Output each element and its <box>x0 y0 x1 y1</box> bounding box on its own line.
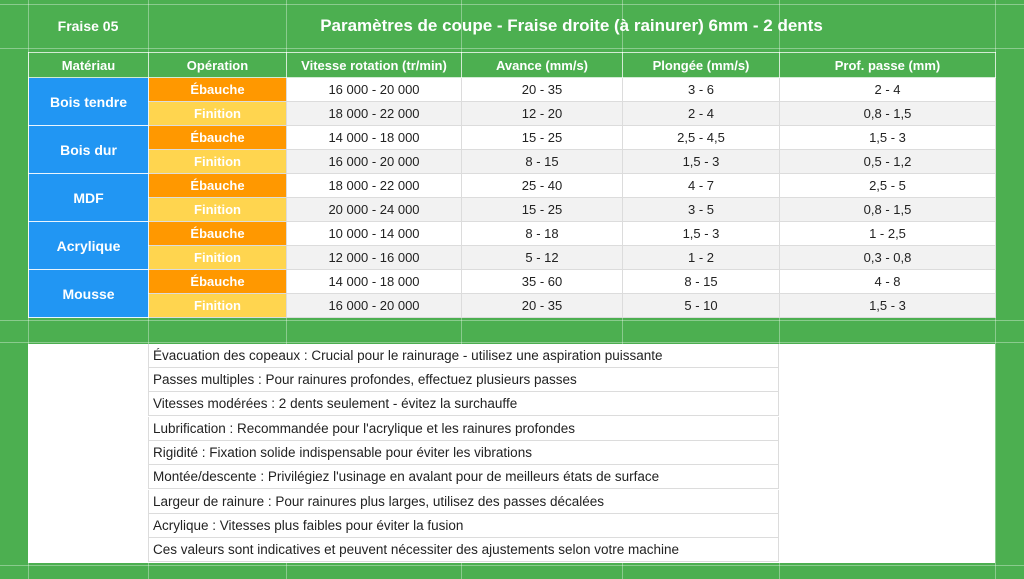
cutting-parameters-table <box>28 52 996 318</box>
material-cell[interactable]: Bois dur <box>29 126 149 174</box>
note-row[interactable]: Montée/descente : Privilégiez l'usinage en avalant pour de meilleurs états de surface <box>148 465 779 489</box>
table-row <box>29 222 996 246</box>
depth-cell[interactable]: 4 - 8 <box>780 270 996 294</box>
depth-cell[interactable]: 2 - 4 <box>780 78 996 102</box>
depth-cell[interactable]: 1 - 2,5 <box>780 222 996 246</box>
header-material[interactable]: Matériau <box>29 53 149 78</box>
header-speed[interactable]: Vitesse rotation (tr/min) <box>287 53 462 78</box>
feed-cell[interactable]: 5 - 12 <box>462 246 623 270</box>
speed-cell[interactable]: 20 000 - 24 000 <box>287 198 462 222</box>
page-title[interactable]: Paramètres de coupe - Fraise droite (à rainurer) 6mm - 2 dents <box>320 16 823 35</box>
note-row[interactable]: Ces valeurs sont indicatives et peuvent nécessiter des ajustements selon votre machine <box>148 538 779 562</box>
header-depth[interactable]: Prof. passe (mm) <box>780 53 996 78</box>
feed-cell[interactable]: 35 - 60 <box>462 270 623 294</box>
operation-cell[interactable]: Ébauche <box>149 126 287 150</box>
operation-cell[interactable]: Finition <box>149 198 287 222</box>
grid-line <box>0 342 1024 343</box>
feed-cell[interactable]: 8 - 18 <box>462 222 623 246</box>
grid-line <box>0 565 1024 566</box>
operation-cell[interactable]: Ébauche <box>149 174 287 198</box>
header-operation[interactable]: Opération <box>149 53 287 78</box>
material-cell[interactable]: Bois tendre <box>29 78 149 126</box>
plunge-cell[interactable]: 1,5 - 3 <box>623 222 780 246</box>
depth-cell[interactable]: 1,5 - 3 <box>780 126 996 150</box>
feed-cell[interactable]: 8 - 15 <box>462 150 623 174</box>
speed-cell[interactable]: 14 000 - 18 000 <box>287 126 462 150</box>
table-row <box>29 126 996 150</box>
feed-cell[interactable]: 15 - 25 <box>462 198 623 222</box>
feed-cell[interactable]: 20 - 35 <box>462 78 623 102</box>
depth-cell[interactable]: 0,8 - 1,5 <box>780 102 996 126</box>
speed-cell[interactable]: 14 000 - 18 000 <box>287 270 462 294</box>
grid-line <box>0 48 1024 49</box>
speed-cell[interactable]: 18 000 - 22 000 <box>287 102 462 126</box>
operation-cell[interactable]: Finition <box>149 102 287 126</box>
plunge-cell[interactable]: 3 - 6 <box>623 78 780 102</box>
table-header-row <box>29 53 996 78</box>
table-row <box>29 294 996 318</box>
table-row <box>29 102 996 126</box>
operation-cell[interactable]: Finition <box>149 246 287 270</box>
operation-cell[interactable]: Finition <box>149 150 287 174</box>
note-row[interactable]: Lubrification : Recommandée pour l'acrylique et les rainures profondes <box>148 417 779 441</box>
header-feed[interactable]: Avance (mm/s) <box>462 53 623 78</box>
empty-cell[interactable] <box>779 344 995 563</box>
table-row <box>29 198 996 222</box>
operation-cell[interactable]: Ébauche <box>149 270 287 294</box>
speed-cell[interactable]: 16 000 - 20 000 <box>287 294 462 318</box>
depth-cell[interactable]: 0,5 - 1,2 <box>780 150 996 174</box>
note-row[interactable]: Rigidité : Fixation solide indispensable pour éviter les vibrations <box>148 441 779 465</box>
depth-cell[interactable]: 0,3 - 0,8 <box>780 246 996 270</box>
plunge-cell[interactable]: 2,5 - 4,5 <box>623 126 780 150</box>
depth-cell[interactable]: 2,5 - 5 <box>780 174 996 198</box>
operation-cell[interactable]: Ébauche <box>149 78 287 102</box>
plunge-cell[interactable]: 4 - 7 <box>623 174 780 198</box>
speed-cell[interactable]: 10 000 - 14 000 <box>287 222 462 246</box>
depth-cell[interactable]: 0,8 - 1,5 <box>780 198 996 222</box>
material-cell[interactable]: Mousse <box>29 270 149 318</box>
note-row[interactable]: Largeur de rainure : Pour rainures plus larges, utilisez des passes décalées <box>148 490 779 514</box>
notes-section <box>28 344 995 563</box>
note-row[interactable]: Vitesses modérées : 2 dents seulement - évitez la surchauffe <box>148 392 779 416</box>
table-row <box>29 174 996 198</box>
feed-cell[interactable]: 25 - 40 <box>462 174 623 198</box>
operation-cell[interactable]: Finition <box>149 294 287 318</box>
header-plunge[interactable]: Plongée (mm/s) <box>623 53 780 78</box>
depth-cell[interactable]: 1,5 - 3 <box>780 294 996 318</box>
plunge-cell[interactable]: 8 - 15 <box>623 270 780 294</box>
table-row <box>29 246 996 270</box>
sheet-name-cell[interactable]: Fraise 05 <box>57 18 119 34</box>
material-cell[interactable]: Acrylique <box>29 222 149 270</box>
speed-cell[interactable]: 16 000 - 20 000 <box>287 78 462 102</box>
speed-cell[interactable]: 16 000 - 20 000 <box>287 150 462 174</box>
note-row[interactable]: Acrylique : Vitesses plus faibles pour éviter la fusion <box>148 514 779 538</box>
operation-cell[interactable]: Ébauche <box>149 222 287 246</box>
plunge-cell[interactable]: 1 - 2 <box>623 246 780 270</box>
empty-cell[interactable] <box>28 344 148 563</box>
feed-cell[interactable]: 15 - 25 <box>462 126 623 150</box>
plunge-cell[interactable]: 3 - 5 <box>623 198 780 222</box>
feed-cell[interactable]: 20 - 35 <box>462 294 623 318</box>
table-row <box>29 270 996 294</box>
speed-cell[interactable]: 12 000 - 16 000 <box>287 246 462 270</box>
note-row[interactable]: Évacuation des copeaux : Crucial pour le rainurage - utilisez une aspiration puissante <box>148 344 779 368</box>
plunge-cell[interactable]: 2 - 4 <box>623 102 780 126</box>
plunge-cell[interactable]: 5 - 10 <box>623 294 780 318</box>
feed-cell[interactable]: 12 - 20 <box>462 102 623 126</box>
table-row <box>29 78 996 102</box>
table-row <box>29 150 996 174</box>
material-cell[interactable]: MDF <box>29 174 149 222</box>
speed-cell[interactable]: 18 000 - 22 000 <box>287 174 462 198</box>
grid-line <box>0 320 1024 321</box>
note-row[interactable]: Passes multiples : Pour rainures profondes, effectuez plusieurs passes <box>148 368 779 392</box>
plunge-cell[interactable]: 1,5 - 3 <box>623 150 780 174</box>
